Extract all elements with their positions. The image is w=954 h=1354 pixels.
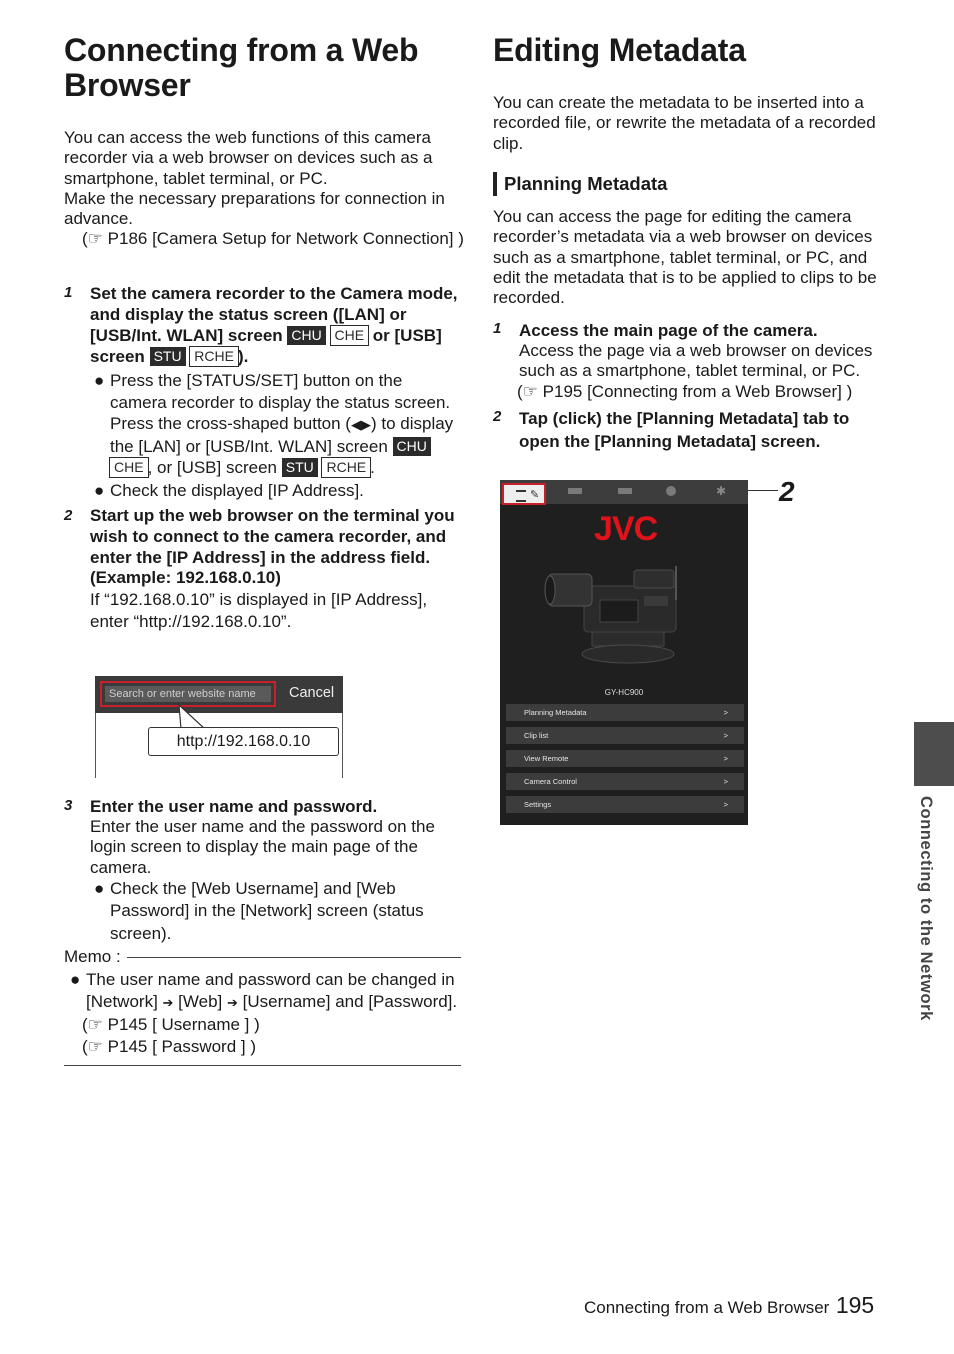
menu-item-label: View Remote <box>524 754 569 763</box>
step-3 <box>90 796 462 945</box>
bullet-text-a: Press the [STATUS/SET] button on the camera recorder to display the status screen. Press the cross-shaped button ( <box>110 371 451 433</box>
right-step-1-text: Access the page via a web browser on devices such as a smartphone, tablet terminal, or PC. <box>519 341 873 381</box>
section-title: Editing Metadata <box>493 32 746 68</box>
step-number: 3 <box>64 797 73 814</box>
memo-header <box>64 947 461 967</box>
chevron-right-icon: > <box>723 800 728 809</box>
menu-item-label: Camera Control <box>524 777 577 786</box>
step-3-title: Enter the user name and password. <box>90 797 378 816</box>
step-number: 1 <box>64 284 73 301</box>
camera-image <box>544 560 704 665</box>
section-text: You can access the page for editing the camera recorder’s metadata via a web browser on devices such as a smartphone, tablet terminal, or PC, and edit the metadata that is to be applied to clips to be recorded. <box>493 207 877 308</box>
intro-text: You can access the web functions of this camera recorder via a web browser on devices such as a smartphone, tablet terminal, or PC. <box>64 128 433 188</box>
reference-text: P186 [Camera Setup for Network Connection] ) <box>107 229 464 249</box>
model-name: GY-HC900 <box>604 688 644 697</box>
reference-icon: ☞ <box>87 1037 103 1057</box>
menu-item[interactable] <box>506 773 744 790</box>
chu-tag: CHU <box>393 437 431 456</box>
menu-item-label: Settings <box>524 800 552 809</box>
reference-text: P195 [Connecting from a Web Browser] ) <box>542 381 853 401</box>
rche-tag: RCHE <box>190 347 238 366</box>
chevron-right-icon: > <box>723 754 728 763</box>
subheading: Planning Metadata <box>504 173 668 194</box>
stu-tag: STU <box>150 347 186 366</box>
reference-text: P145 [ Password ] ) <box>107 1037 256 1057</box>
reference: (☞ P195 [Connecting from a Web Browser] ) <box>517 381 853 401</box>
step-2-text: If “192.168.0.10” is displayed in [IP Address], enter “http://192.168.0.10”. <box>90 590 428 632</box>
step-2-title: Start up the web browser on the terminal you wish to connect to the camera recorder, and enter the [IP Address] in the address field. <box>90 506 455 567</box>
page-number: 195 <box>835 1292 875 1318</box>
intro-paragraph <box>64 128 464 250</box>
bullet-text: Check the [Web Username] and [Web Password] in the [Network] screen (status screen). <box>110 878 424 943</box>
frame-line-right <box>342 713 343 778</box>
chu-tag: CHU <box>287 326 325 345</box>
memo-label: Memo : <box>64 947 121 966</box>
menu-item-label: Planning Metadata <box>524 708 587 717</box>
bullet-item <box>90 878 462 946</box>
tab-view-remote[interactable] <box>618 488 632 494</box>
subheading-bar <box>493 172 497 196</box>
step-2-example: (Example: 192.168.0.10) <box>90 568 281 588</box>
memo-rule <box>127 957 461 958</box>
chevron-right-icon: > <box>723 708 728 717</box>
frame-line-left <box>95 713 96 778</box>
memo-text-a: The user name and password can be changed in [Network] <box>86 970 455 1012</box>
callout-line <box>748 490 778 491</box>
browser-illustration <box>95 676 343 778</box>
step-2 <box>90 506 462 633</box>
step-number: 1 <box>493 320 502 337</box>
bullet-text-c: , or [USB] screen <box>147 458 277 477</box>
memo-text-c: [Username] and [Password]. <box>242 992 458 1012</box>
reference-text: P145 [ Username ] ) <box>107 1015 260 1035</box>
rche-tag: RCHE <box>322 458 370 477</box>
menu-item[interactable] <box>506 704 744 721</box>
bullet-text: Check the displayed [IP Address]. <box>110 480 364 500</box>
pencil-icon: ✎ <box>530 489 540 501</box>
bullet-dot: ● <box>94 480 105 500</box>
bullet-item: ● Press the [STATUS/SET] button on the camera recorder to display the status screen. Press the cross-shaped button (◀▶) to display the [LAN] or [USB/Int. WLAN] screen CHU CHE , or [USB] screen STU RCHE . <box>94 371 454 477</box>
bullet-dot: ● <box>70 970 81 990</box>
step-number: 2 <box>493 408 502 425</box>
chevron-right-icon: > <box>723 777 728 786</box>
bullet-dot: ● <box>94 371 105 390</box>
page-title: Connecting from a Web Browser <box>64 32 419 103</box>
che-tag: CHE <box>110 458 148 477</box>
menu-item[interactable] <box>506 727 744 744</box>
reference: (☞ P145 [ Password ] ) <box>82 1037 256 1057</box>
tab-camera-control[interactable] <box>666 486 676 496</box>
main-menu <box>506 704 744 819</box>
memo-bottom-rule <box>64 1065 461 1066</box>
step-1-title-b: or [USB] screen <box>90 326 442 366</box>
stu-tag: STU <box>282 458 318 477</box>
chevron-right-icon: > <box>723 731 728 740</box>
cancel-button[interactable]: Cancel <box>289 685 335 701</box>
footer-text: Connecting from a Web Browser <box>584 1298 830 1317</box>
chapter-tab <box>914 722 954 786</box>
step-3-text: Enter the user name and the password on the login screen to display the main page of the camera. <box>90 817 435 877</box>
step-1-title-c: ). <box>237 347 249 366</box>
bullet-dot: ● <box>94 878 105 898</box>
callout-number: 2 <box>779 476 795 507</box>
intro-text-2: Make the necessary preparations for connection in advance. <box>64 188 445 229</box>
tab-clip-list[interactable] <box>568 488 582 494</box>
reference: (☞ P186 [Camera Setup for Network Connection] ) <box>82 229 464 249</box>
che-tag: CHE <box>331 326 369 345</box>
step-1-title-a: Set the camera recorder to the Camera mode, and display the status screen ([LAN] or [USB/Int. WLAN] screen <box>90 284 458 345</box>
bullet-item <box>90 481 462 501</box>
jvc-logo: JVC <box>594 510 658 548</box>
chapter-label: Connecting to the Network <box>917 796 935 1021</box>
search-input[interactable]: Search or enter website name <box>105 686 271 702</box>
bullet-text-b: ) to display the [LAN] or [USB/Int. WLAN] screen <box>110 414 454 456</box>
left-right-arrows-icon: ◀▶ <box>350 417 371 432</box>
menu-item-label: Clip list <box>524 731 549 740</box>
reference-icon: ☞ <box>87 1015 103 1035</box>
reference: (☞ P145 [ Username ] ) <box>82 1015 260 1035</box>
step-1-title <box>90 283 462 367</box>
reference-icon: ☞ <box>522 381 538 401</box>
footer <box>584 1292 874 1319</box>
metadata-icon <box>516 490 526 502</box>
right-intro: You can create the metadata to be inserted into a recorded file, or rewrite the metadata of a recorded clip. <box>493 93 876 153</box>
step-1 <box>90 283 462 501</box>
memo-bullet <box>64 969 461 1058</box>
arrow-right-icon: ➔ <box>162 995 174 1011</box>
tab-settings[interactable]: ✱ <box>716 484 727 498</box>
step-number: 2 <box>64 507 73 524</box>
tab-planning-metadata[interactable] <box>502 483 546 505</box>
camera-web-screen <box>500 480 748 825</box>
url-callout: http://192.168.0.10 <box>148 727 339 756</box>
menu-item[interactable] <box>506 796 744 813</box>
reference-icon: ☞ <box>87 229 103 249</box>
memo-text-b: [Web] <box>178 992 223 1012</box>
right-step-1 <box>519 320 891 402</box>
right-step-1-title: Access the main page of the camera. <box>519 321 818 340</box>
right-step-2-title: Tap (click) the [Planning Metadata] tab to open the [Planning Metadata] screen. <box>519 409 850 451</box>
menu-item[interactable] <box>506 750 744 767</box>
memo-box <box>64 947 461 1066</box>
arrow-right-icon: ➔ <box>227 995 238 1011</box>
